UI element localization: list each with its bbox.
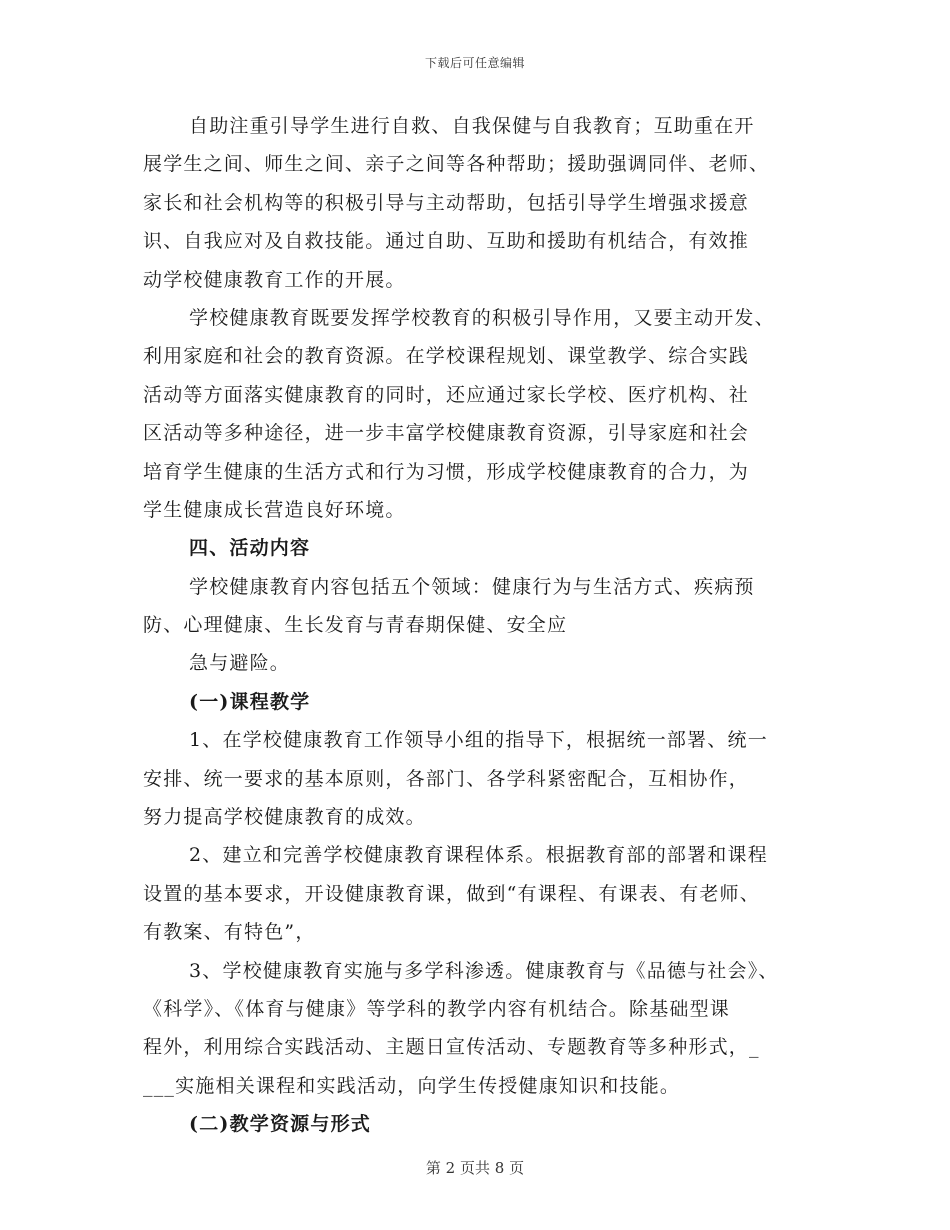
text-line: 培育学生健康的生活方式和行为习惯，形成学校健康教育的合力，为 (143, 460, 750, 483)
section-heading: (二)教学资源与形式 (189, 1113, 371, 1136)
text-line: 利用家庭和社会的教育资源。在学校课程规划、课堂教学、综合实践 (143, 345, 750, 368)
document-body (143, 107, 823, 1144)
text-line: 努力提高学校健康教育的成效。 (143, 806, 426, 829)
text-line: 急与避险。 (189, 652, 291, 675)
text-line: 学校健康教育既要发挥学校教育的积极引导作用，又要主动开发、 (189, 306, 775, 329)
text-line: 学生健康成长营造良好环境。 (143, 498, 406, 521)
text-line: 设置的基本要求，开设健康教育课，做到“有课程、有课表、有老师、 (143, 882, 760, 905)
section-heading: 四、活动内容 (189, 537, 311, 560)
text-line: ___实施相关课程和实践活动，向学生传授健康知识和技能。 (143, 1074, 681, 1097)
text-line: 《科学》、《体育与健康》等学科的教学内容有机结合。除基础型课 (143, 997, 731, 1020)
text-line: 有教案、有特色”， (143, 921, 316, 944)
text-line: 防、心理健康、生长发育与青春期保健、安全应 (143, 614, 568, 637)
section-heading: (一)课程教学 (189, 690, 311, 713)
text-line: 动学校健康教育工作的开展。 (143, 268, 406, 291)
text-line: 活动等方面落实健康教育的同时，还应通过家长学校、医疗机构、社 (143, 383, 750, 406)
text-line: 识、自我应对及自救技能。通过自助、互助和援助有机结合，有效推 (143, 230, 750, 253)
text-line: 家长和社会机构等的积极引导与主动帮助，包括引导学生增强求援意 (143, 191, 750, 214)
text-line: 2、建立和完善学校健康教育课程体系。根据教育部的部署和课程 (189, 844, 768, 867)
text-line: 程外，利用综合实践活动、主题日宣传活动、专题教育等多种形式，_ (143, 1036, 760, 1059)
page-header: 下载后可任意编辑 (424, 56, 525, 70)
page-footer: 第 2 页共 8 页 (425, 1159, 525, 1177)
text-line: 1、在学校健康教育工作领导小组的指导下，根据统一部署、统一 (189, 729, 768, 752)
text-line: 展学生之间、师生之间、亲子之间等各种帮助；援助强调同伴、老师、 (143, 153, 770, 176)
text-line: 3、学校健康教育实施与多学科渗透。健康教育与《品德与社会》、 (189, 959, 779, 982)
text-line: 安排、统一要求的基本原则，各部门、各学科紧密配合，互相协作， (143, 767, 750, 790)
text-line: 自助注重引导学生进行自救、自我保健与自我教育；互助重在开 (189, 115, 755, 137)
text-line: 学校健康教育内容包括五个领域：健康行为与生活方式、疾病预 (189, 575, 755, 598)
text-line: 区活动等多种途径，进一步丰富学校健康教育资源，引导家庭和社会 (143, 422, 750, 445)
